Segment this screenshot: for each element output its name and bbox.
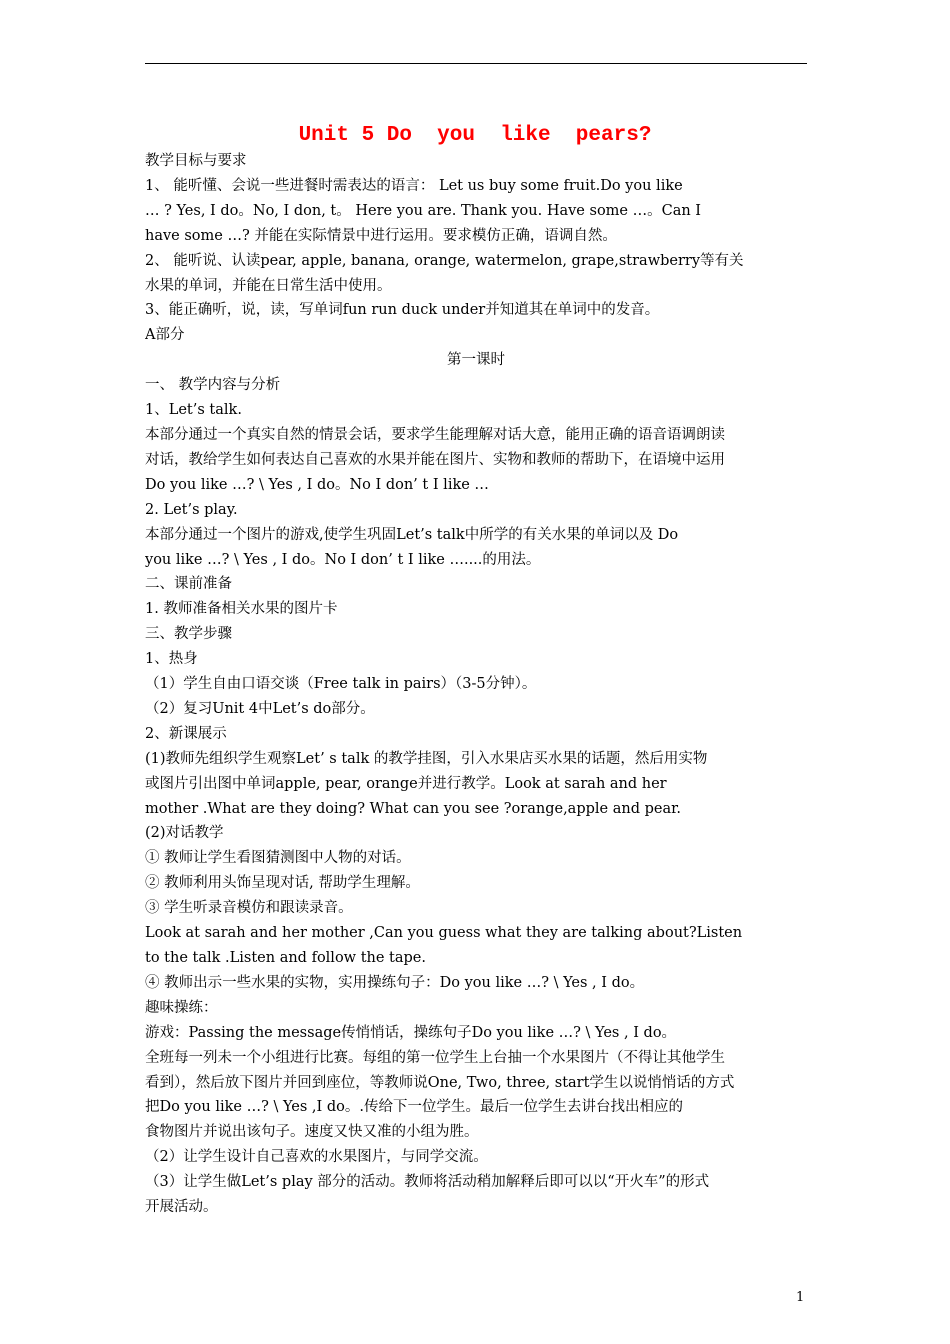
text-line: 水果的单词，并能在日常生活中使用。 [145, 277, 392, 294]
text-line: 本部分通过一个真实自然的情景会话，要求学生能理解对话大意，能用正确的语音语调朗读 [145, 426, 725, 443]
section-heading: 二、课前准备 [145, 576, 232, 593]
text-line: 1、 能听懂、会说一些进餐时需表达的语言： Let us buy some fruit.Do you like [145, 177, 683, 194]
section-label: A部分 [145, 327, 185, 344]
text-line: (2)对话教学 [145, 825, 224, 842]
text-line: 3、能正确听，说，读，写单词fun run duck under并知道其在单词中的发音。 [145, 302, 660, 319]
lesson-heading: 第一课时 [447, 352, 505, 369]
text-line: 开展活动。 [145, 1199, 218, 1216]
text-line: 1、热身 [145, 651, 198, 668]
text-line: 食物图片并说出该句子。速度又快又准的小组为胜。 [145, 1124, 479, 1141]
page-number: 1 [796, 1290, 805, 1305]
text-line: 2、新课展示 [145, 725, 227, 742]
text-line: 2、 能听说、认读pear, apple, banana, orange, watermelon, grape,strawberry等有关 [145, 252, 744, 269]
text-line: 1. 教师准备相关水果的图片卡 [145, 601, 338, 618]
text-line: ① 教师让学生看图猜测图中人物的对话。 [145, 850, 411, 867]
page-title: Unit 5 Do you like pears? [298, 124, 652, 147]
text-line: 趣味操练： [145, 999, 218, 1016]
text-line: ③ 学生听录音模仿和跟读录音。 [145, 900, 353, 917]
text-line: 或图片引出图中单词apple, pear, orange并进行教学。Look at sarah and her [145, 775, 667, 792]
text-line: 教学目标与要求 [145, 153, 247, 169]
text-line: you like …? \ Yes , I do。No I don’ t I like …....的用法。 [145, 551, 541, 568]
text-line: 全班每一列未一个小组进行比赛。每组的第一位学生上台抽一个水果图片（不得让其他学生 [145, 1049, 725, 1066]
text-line: have some …? 并能在实际情景中进行运用。要求模仿正确，语调自然。 [145, 227, 617, 244]
text-line: （1）学生自由口语交谈（Free talk in pairs）（3-5分钟）。 [145, 676, 537, 693]
text-line: （2）复习Unit 4中Let’s do部分。 [145, 700, 375, 717]
text-line: 1、Let’s talk. [145, 402, 242, 419]
text-line: ④ 教师出示一些水果的实物，实用操练句子：Do you like …? \ Yes , I do。 [145, 974, 645, 991]
text-line: 本部分通过一个图片的游戏,使学生巩固Let’s talk中所学的有关水果的单词以及 Do [145, 526, 679, 543]
text-line: 2. Let’s play. [145, 501, 238, 518]
text-line: mother .What are they doing? What can you see ?orange,apple and pear. [145, 800, 682, 817]
text-line: 游戏：Passing the message传悄悄话，操练句子Do you like …? \ Yes , I do。 [145, 1024, 677, 1041]
text-line: … ? Yes, I do。No, I don, t。 Here you are. Thank you. Have some …。Can I [145, 202, 702, 219]
section-heading: 三、教学步骤 [145, 626, 232, 643]
text-line: ② 教师利用头饰呈现对话, 帮助学生理解。 [145, 875, 420, 892]
text-line: （3）让学生做Let’s play 部分的活动。教师将活动稍加解释后即可以以“开火车”的形式 [145, 1174, 710, 1191]
header-rule [145, 63, 807, 64]
text-line: Do you like …? \ Yes , I do。No I don’ t I like … [145, 476, 489, 493]
text-line: （2）让学生设计自己喜欢的水果图片，与同学交流。 [145, 1149, 488, 1166]
document-body [145, 149, 807, 1220]
section-heading: 一、 教学内容与分析 [145, 377, 281, 394]
text-line: 把Do you like …? \ Yes ,I do。.传给下一位学生。最后一位学生去讲台找出相应的 [145, 1099, 683, 1116]
text-line: to the talk .Listen and follow the tape. [145, 950, 426, 966]
text-line: 看到），然后放下图片并回到座位，等教师说One, Two, three, start学生以说悄悄话的方式 [145, 1074, 735, 1091]
text-line: Look at sarah and her mother ,Can you guess what they are talking about?Listen [145, 925, 743, 942]
text-line: 对话，教给学生如何表达自己喜欢的水果并能在图片、实物和教师的帮助下，在语境中运用 [145, 451, 725, 468]
text-line: (1)教师先组织学生观察Let’ s talk 的教学挂图，引入水果店买水果的话题，然后用实物 [145, 750, 708, 767]
